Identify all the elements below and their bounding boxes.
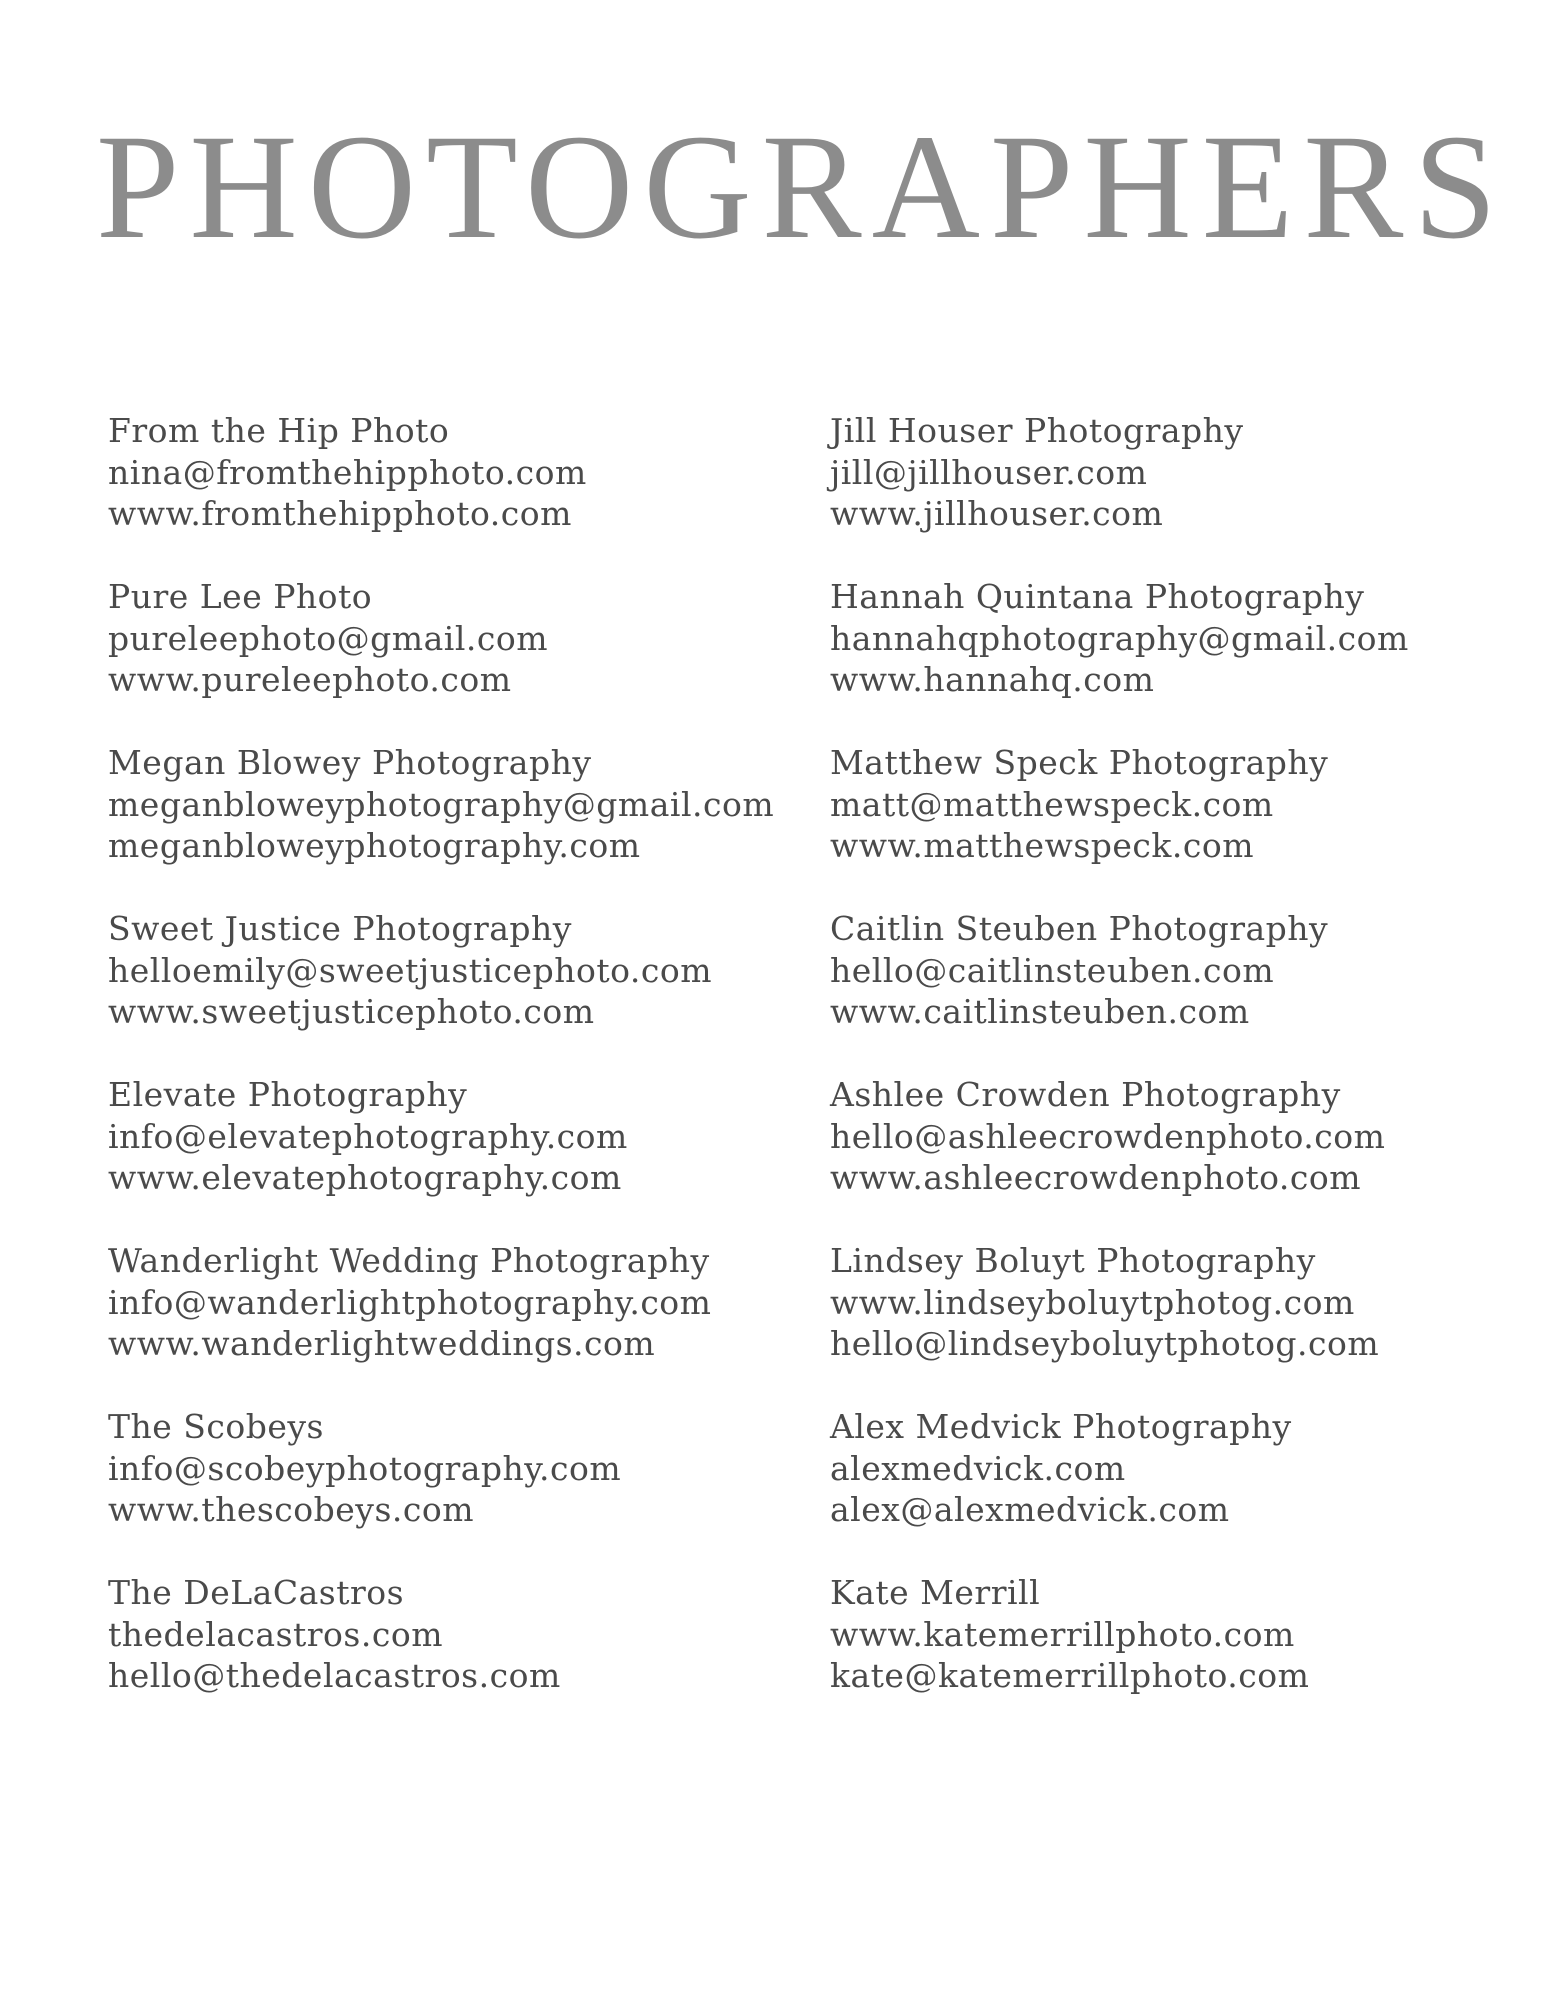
photographer-entry (108, 908, 828, 1074)
photographer-name: Hannah Quintana Photography (830, 577, 1365, 616)
photographer-contact: thedelacastros.com (108, 1614, 443, 1654)
page-title: PHOTOGRAPHERS (96, 104, 1507, 270)
photographer-contact: www.matthewspeck.com (830, 826, 1255, 865)
photographer-name: Pure Lee Photo (108, 577, 373, 616)
photographer-entry (830, 576, 1545, 742)
photographer-contact: www.sweetjusticephoto.com (108, 992, 595, 1031)
photographer-entry (108, 1406, 828, 1572)
photographer-contact: www.hannahq.com (830, 660, 1155, 699)
photographer-name: Jill Houser Photography (830, 411, 1244, 450)
photographer-contact: hello@caitlinsteuben.com (830, 950, 1275, 990)
photographer-entry (108, 742, 828, 908)
photographer-contact: helloemily@sweetjusticephoto.com (108, 950, 713, 990)
photographer-name: Sweet Justice Photography (108, 909, 572, 948)
photographer-entry (108, 1074, 828, 1240)
photographer-contact: nina@fromthehipphoto.com (108, 452, 587, 492)
photographer-contact: www.thescobeys.com (108, 1490, 475, 1529)
photographer-contact: www.pureleephoto.com (108, 660, 512, 699)
photographer-contact: hello@thedelacastros.com (108, 1656, 561, 1695)
photographer-entry (108, 410, 828, 576)
photographer-contact: hello@ashleecrowdenphoto.com (830, 1116, 1386, 1156)
photographer-contact: alexmedvick.com (830, 1448, 1126, 1488)
photographer-name: The DeLaCastros (108, 1573, 405, 1612)
photographer-contact: www.wanderlightweddings.com (108, 1324, 656, 1363)
photographer-contact: hannahqphotography@gmail.com (830, 618, 1409, 658)
photographer-contact: www.fromthehipphoto.com (108, 494, 572, 533)
photographer-contact: info@elevatephotography.com (108, 1116, 628, 1156)
photographer-name: Megan Blowey Photography (108, 743, 592, 782)
photographer-entry (108, 1240, 828, 1406)
photographer-contact: jill@jillhouser.com (830, 452, 1148, 492)
photographer-contact: matt@matthewspeck.com (830, 784, 1274, 824)
photographer-contact: meganbloweyphotography.com (108, 826, 641, 865)
photographer-name: Ashlee Crowden Photography (830, 1075, 1341, 1114)
photographer-entry (830, 410, 1545, 576)
photographer-entry (830, 742, 1545, 908)
photographer-name: Matthew Speck Photography (830, 743, 1329, 782)
photographer-entry (830, 1074, 1545, 1240)
photographer-contact: www.caitlinsteuben.com (830, 992, 1250, 1031)
photographer-name: Alex Medvick Photography (830, 1407, 1292, 1446)
photographer-entry (830, 1406, 1545, 1572)
photographer-entry (830, 908, 1545, 1074)
photographer-name: Lindsey Boluyt Photography (830, 1241, 1316, 1280)
photographer-entry (830, 1572, 1545, 1738)
photographer-contact: meganbloweyphotography@gmail.com (108, 784, 775, 824)
photographer-name: Kate Merrill (830, 1573, 1041, 1612)
photographer-name: Elevate Photography (108, 1075, 468, 1114)
photographer-contact: kate@katemerrillphoto.com (830, 1656, 1310, 1695)
photographer-contact: www.jillhouser.com (830, 494, 1164, 533)
photographer-name: Wanderlight Wedding Photography (108, 1241, 710, 1280)
photographer-name: From the Hip Photo (108, 411, 450, 450)
photographer-contact: pureleephoto@gmail.com (108, 618, 548, 658)
photographer-contact: www.lindseyboluytphotog.com (830, 1282, 1355, 1322)
photographer-name: Caitlin Steuben Photography (830, 909, 1329, 948)
photographer-list-right (830, 410, 1545, 1738)
photographer-contact: hello@lindseyboluytphotog.com (830, 1324, 1380, 1363)
photographer-contact: www.ashleecrowdenphoto.com (830, 1158, 1361, 1197)
photographer-contact: www.elevatephotography.com (108, 1158, 622, 1197)
photographer-list-left (108, 410, 828, 1738)
photographer-entry (108, 576, 828, 742)
photographer-contact: www.katemerrillphoto.com (830, 1614, 1295, 1654)
photographer-contact: alex@alexmedvick.com (830, 1490, 1230, 1529)
photographer-contact: info@scobeyphotography.com (108, 1448, 622, 1488)
photographer-entry (830, 1240, 1545, 1406)
photographer-name: The Scobeys (108, 1407, 324, 1446)
photographer-contact: info@wanderlightphotography.com (108, 1282, 712, 1322)
photographer-entry (108, 1572, 828, 1738)
